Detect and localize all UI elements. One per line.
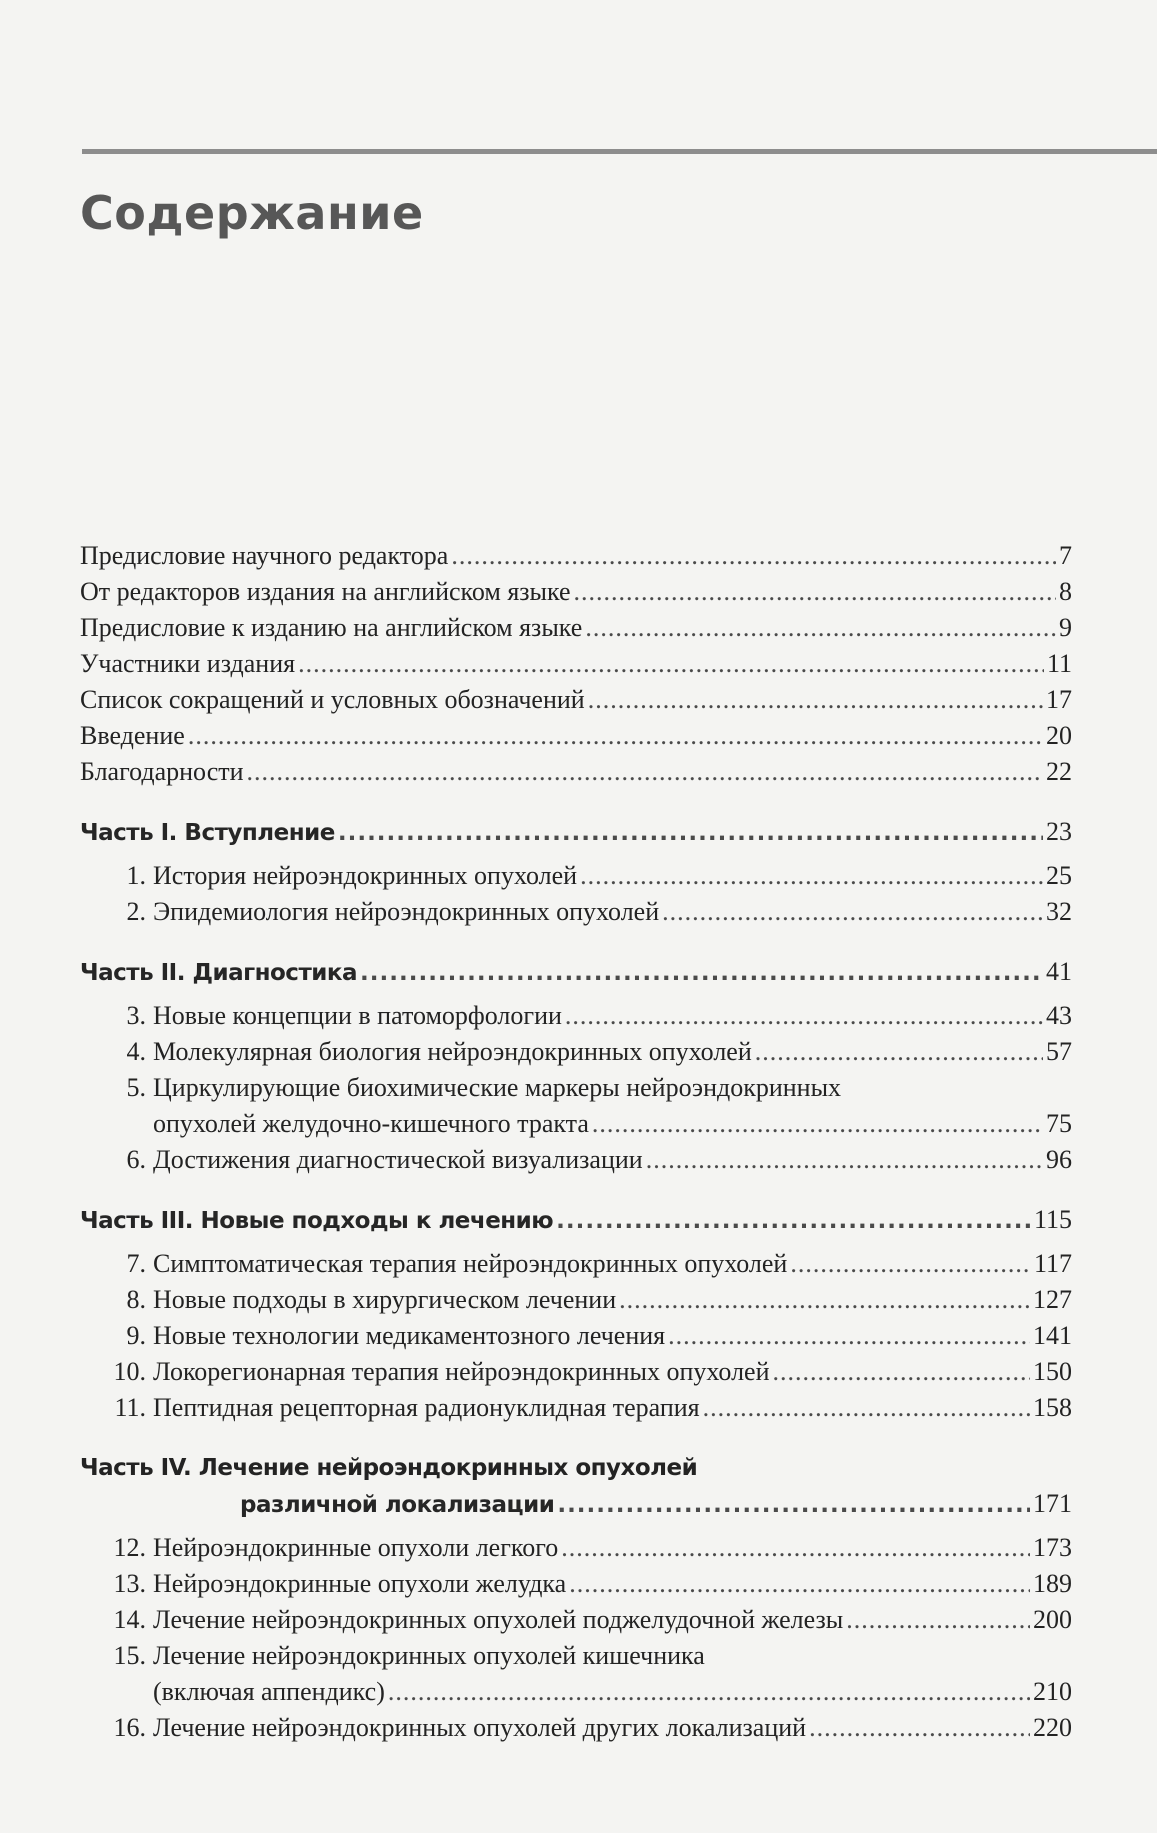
entry-title: Молекулярная биология нейроэндокринных опухолей — [153, 1037, 752, 1066]
entry-title: Благодарности — [80, 757, 244, 786]
dot-leader — [592, 1106, 1043, 1142]
chapter-entry[interactable] — [80, 894, 1072, 930]
entry-title: Лечение нейроэндокринных опухолей других локализаций — [153, 1713, 807, 1742]
page-number: 171 — [1033, 1489, 1072, 1518]
dot-leader — [247, 754, 1043, 790]
page-number: 7 — [1059, 541, 1072, 570]
page-title: Содержание — [80, 186, 424, 240]
chapter-number: 8. — [126, 1285, 146, 1314]
toc-entry[interactable] — [80, 754, 1072, 790]
entry-title: Циркулирующие биохимические маркеры нейроэндокринных — [153, 1073, 842, 1102]
chapter-number: 3. — [126, 1001, 146, 1030]
entry-title: От редакторов издания на английском языке — [80, 577, 571, 606]
section-gap — [80, 790, 1072, 814]
page-number: 75 — [1046, 1109, 1072, 1138]
entry-title: опухолей желудочно-кишечного тракта — [153, 1109, 589, 1138]
entry-title: Предисловие к изданию на английском языке — [80, 613, 583, 642]
chapter-entry[interactable] — [80, 1142, 1072, 1178]
chapter-number: 14. — [113, 1605, 146, 1634]
part-gap — [80, 1522, 1072, 1530]
entry-title: Список сокращений и условных обозначений — [80, 685, 585, 714]
entry-title: Часть III. Новые подходы к лечению — [80, 1208, 554, 1234]
entry-title: Локорегионарная терапия нейроэндокринных опухолей — [153, 1357, 770, 1386]
entry-title: Предисловие научного редактора — [80, 541, 449, 570]
header-rule — [82, 149, 1157, 154]
dot-leader — [585, 610, 1056, 646]
part-entry[interactable] — [80, 814, 1072, 850]
entry-title: Нейроэндокринные опухоли легкого — [153, 1533, 559, 1562]
dot-leader — [703, 1390, 1030, 1426]
page-number: 20 — [1046, 721, 1072, 750]
entry-title: различной локализации — [240, 1492, 555, 1518]
dot-leader — [556, 1203, 1031, 1239]
dot-leader — [662, 894, 1043, 930]
page-number: 115 — [1033, 1205, 1072, 1234]
entry-title: Лечение нейроэндокринных опухолей кишечника — [153, 1641, 705, 1670]
page-number: 57 — [1046, 1037, 1072, 1066]
chapter-number: 2. — [126, 897, 146, 926]
dot-leader — [561, 1530, 1030, 1566]
page-number: 25 — [1046, 861, 1072, 890]
section-gap — [80, 1426, 1072, 1450]
chapter-number: 1. — [126, 861, 146, 890]
chapter-entry[interactable] — [80, 858, 1072, 894]
chapter-entry[interactable] — [80, 1674, 1072, 1710]
chapter-number: 13. — [113, 1569, 146, 1598]
entry-title: Участники издания — [80, 649, 296, 678]
section-gap — [80, 930, 1072, 954]
page-number: 43 — [1046, 1001, 1072, 1030]
page-number: 189 — [1033, 1569, 1072, 1598]
entry-title: Достижения диагностической визуализации — [153, 1145, 643, 1174]
toc-entry[interactable] — [80, 574, 1072, 610]
page-number: 96 — [1046, 1145, 1072, 1174]
chapter-number: 4. — [126, 1037, 146, 1066]
chapter-entry[interactable] — [80, 1602, 1072, 1638]
dot-leader — [360, 955, 1043, 991]
dot-leader — [755, 1034, 1043, 1070]
chapter-entry[interactable] — [80, 1034, 1072, 1070]
toc-entry[interactable] — [80, 682, 1072, 718]
section-gap — [80, 1178, 1072, 1202]
chapter-number: 11. — [114, 1393, 146, 1422]
part-gap — [80, 1238, 1072, 1246]
chapter-number: 7. — [126, 1249, 146, 1278]
chapter-entry[interactable] — [80, 1318, 1072, 1354]
toc-entry[interactable] — [80, 718, 1072, 754]
page-number: 127 — [1033, 1285, 1072, 1314]
chapter-number: 5. — [126, 1073, 146, 1102]
entry-title: Симптоматическая терапия нейроэндокринных опухолей — [153, 1249, 788, 1278]
dot-leader — [790, 1246, 1031, 1282]
dot-leader — [298, 646, 1044, 682]
entry-title: Эпидемиология нейроэндокринных опухолей — [153, 897, 660, 926]
toc-entry[interactable] — [80, 610, 1072, 646]
page-number: 9 — [1059, 613, 1072, 642]
part-gap — [80, 850, 1072, 858]
page-number: 220 — [1033, 1713, 1072, 1742]
part-title-line: Часть IV. Лечение нейроэндокринных опухолей — [80, 1455, 698, 1481]
entry-title: Лечение нейроэндокринных опухолей поджелудочной железы — [153, 1605, 844, 1634]
page-number: 141 — [1033, 1321, 1072, 1350]
entry-title: История нейроэндокринных опухолей — [153, 861, 578, 890]
chapter-entry[interactable] — [80, 998, 1072, 1034]
entry-title: Пептидная рецепторная радионуклидная терапия — [153, 1393, 700, 1422]
chapter-number: 12. — [113, 1533, 146, 1562]
chapter-number: 15. — [113, 1641, 146, 1670]
dot-leader — [569, 1566, 1030, 1602]
entry-title: Новые концепции в патоморфологии — [153, 1001, 562, 1030]
chapter-entry[interactable] — [80, 1282, 1072, 1318]
dot-leader — [574, 574, 1056, 610]
chapter-entry[interactable] — [80, 1106, 1072, 1142]
entry-title: Часть II. Диагностика — [80, 960, 358, 986]
dot-leader — [619, 1282, 1030, 1318]
chapter-title-line — [80, 1070, 1072, 1106]
chapter-number: 6. — [126, 1145, 146, 1174]
chapter-number: 9. — [126, 1321, 146, 1350]
entry-title: (включая аппендикс) — [153, 1677, 385, 1706]
table-of-contents — [80, 538, 1072, 1746]
page-number: 17 — [1046, 685, 1072, 714]
part-entry[interactable] — [80, 1202, 1072, 1238]
part-gap — [80, 990, 1072, 998]
dot-leader — [809, 1710, 1030, 1746]
chapter-entry[interactable] — [80, 1710, 1072, 1746]
page-number: 41 — [1046, 957, 1072, 986]
chapter-title-line — [80, 1638, 1072, 1674]
page-number: 23 — [1046, 817, 1072, 846]
dot-leader — [668, 1318, 1030, 1354]
chapter-entry[interactable] — [80, 1246, 1072, 1282]
dot-leader — [188, 718, 1043, 754]
dot-leader — [846, 1602, 1030, 1638]
dot-leader — [588, 682, 1043, 718]
dot-leader — [773, 1354, 1030, 1390]
page-number: 8 — [1059, 577, 1072, 606]
part-entry[interactable] — [80, 1486, 1072, 1522]
entry-title: Новые подходы в хирургическом лечении — [153, 1285, 617, 1314]
dot-leader — [580, 858, 1043, 894]
dot-leader — [338, 815, 1043, 851]
page-number: 11 — [1046, 649, 1072, 678]
page-number: 22 — [1046, 757, 1072, 786]
page-number: 200 — [1033, 1605, 1072, 1634]
dot-leader — [646, 1142, 1043, 1178]
entry-title: Нейроэндокринные опухоли желудка — [153, 1569, 567, 1598]
entry-title: Новые технологии медикаментозного лечения — [153, 1321, 666, 1350]
entry-title: Введение — [80, 721, 185, 750]
chapter-number: 10. — [113, 1357, 146, 1386]
chapter-entry[interactable] — [80, 1566, 1072, 1602]
page-number: 117 — [1033, 1249, 1072, 1278]
page-number: 173 — [1033, 1533, 1072, 1562]
toc-entry[interactable] — [80, 538, 1072, 574]
page-number: 150 — [1033, 1357, 1072, 1386]
chapter-entry[interactable] — [80, 1354, 1072, 1390]
entry-title: Часть I. Вступление — [80, 820, 335, 846]
dot-leader — [451, 538, 1056, 574]
chapter-number: 16. — [113, 1713, 146, 1742]
dot-leader — [565, 998, 1043, 1034]
page-number: 158 — [1033, 1393, 1072, 1422]
page-number: 210 — [1033, 1677, 1072, 1706]
toc-entry[interactable] — [80, 646, 1072, 682]
page-number: 32 — [1046, 897, 1072, 926]
dot-leader — [557, 1487, 1030, 1523]
part-entry[interactable] — [80, 954, 1072, 990]
dot-leader — [388, 1674, 1030, 1710]
chapter-entry[interactable] — [80, 1390, 1072, 1426]
chapter-entry[interactable] — [80, 1530, 1072, 1566]
